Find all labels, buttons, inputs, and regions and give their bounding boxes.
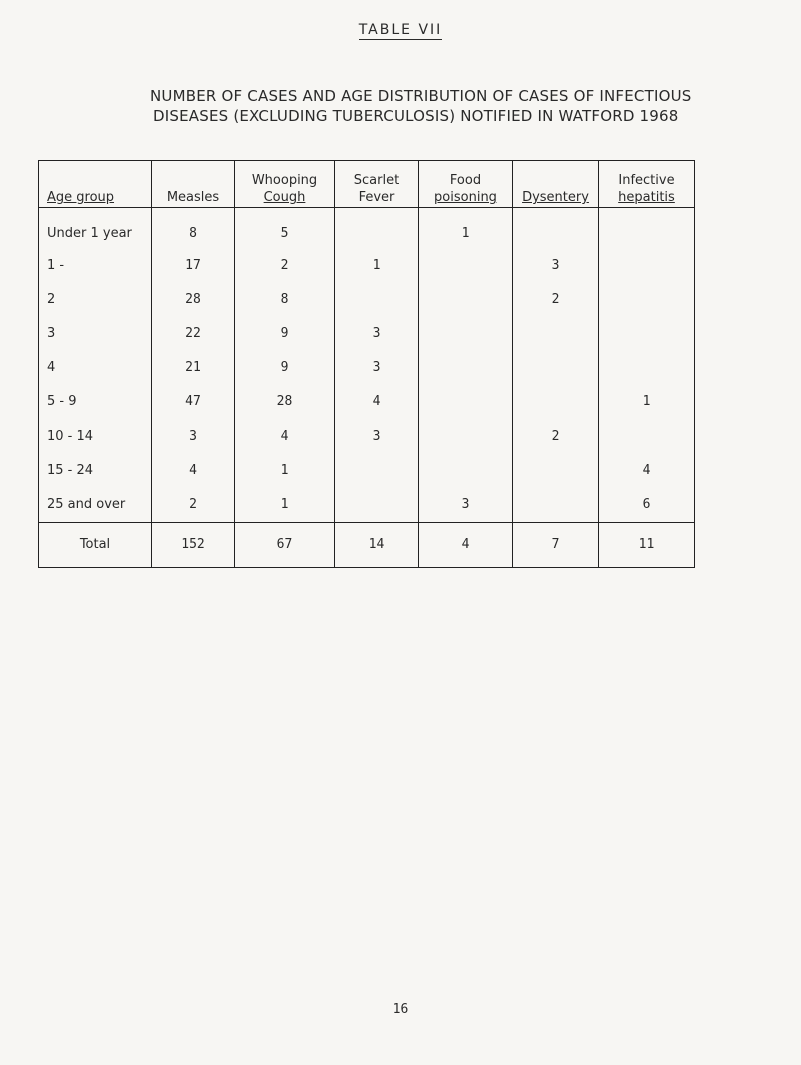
column-header — [419, 161, 513, 208]
table-row — [39, 419, 695, 453]
case-count-cell: 9 — [235, 351, 335, 385]
case-count-cell — [599, 248, 695, 282]
caption-line-2: DISEASES (EXCLUDING TUBERCULOSIS) NOTIFIED IN WATFORD 1968 — [153, 107, 679, 125]
case-count-cell — [513, 487, 599, 522]
column-header-line-2: Measles — [166, 190, 220, 205]
age-group-cell: 3 — [39, 316, 152, 350]
case-count-cell: 47 — [152, 385, 235, 419]
case-count-cell — [513, 385, 599, 419]
case-count-cell — [599, 351, 695, 385]
total-count-cell: 14 — [335, 522, 419, 567]
table-row — [39, 487, 695, 522]
case-count-cell: 3 — [335, 419, 419, 453]
age-group-cell: 10 - 14 — [39, 419, 152, 453]
case-count-cell — [419, 282, 513, 316]
table-row — [39, 385, 695, 419]
case-count-cell — [419, 351, 513, 385]
case-count-cell — [599, 419, 695, 453]
age-group-cell: Under 1 year — [39, 208, 152, 249]
case-count-cell: 17 — [152, 248, 235, 282]
case-count-cell — [513, 316, 599, 350]
case-count-cell: 8 — [235, 282, 335, 316]
column-header — [152, 161, 235, 208]
case-count-cell: 1 — [419, 208, 513, 249]
age-group-cell: 15 - 24 — [39, 453, 152, 487]
case-count-cell — [419, 316, 513, 350]
age-group-cell: 2 — [39, 282, 152, 316]
case-count-cell: 21 — [152, 351, 235, 385]
case-count-cell — [419, 453, 513, 487]
total-count-cell: 4 — [419, 522, 513, 567]
case-count-cell — [335, 453, 419, 487]
case-count-cell — [419, 419, 513, 453]
total-count-cell: 67 — [235, 522, 335, 567]
table-caption — [150, 86, 710, 126]
column-header — [335, 161, 419, 208]
case-count-cell: 9 — [235, 316, 335, 350]
case-count-cell: 22 — [152, 316, 235, 350]
column-header-line-2: Age group — [47, 190, 115, 205]
table-body — [39, 208, 695, 523]
total-label-cell: Total — [39, 522, 152, 567]
total-count-cell: 11 — [599, 522, 695, 567]
case-count-cell: 1 — [235, 453, 335, 487]
case-count-cell — [335, 487, 419, 522]
case-count-cell: 4 — [235, 419, 335, 453]
column-header — [235, 161, 335, 208]
case-count-cell — [599, 282, 695, 316]
case-count-cell: 8 — [152, 208, 235, 249]
column-header-line-1: Infective — [618, 173, 675, 188]
column-header-line-2: Dysentery — [522, 190, 589, 205]
column-header-line-2: Cough — [263, 190, 306, 205]
column-header-line-1 — [47, 172, 151, 189]
case-count-cell — [335, 208, 419, 249]
column-header-line-1 — [513, 172, 598, 189]
table-heading — [0, 22, 801, 38]
page-number: 16 — [392, 1002, 409, 1017]
column-header-line-2: poisoning — [434, 190, 497, 205]
table-row — [39, 453, 695, 487]
case-count-cell: 1 — [335, 248, 419, 282]
infectious-diseases-table — [38, 160, 695, 568]
case-count-cell: 4 — [335, 385, 419, 419]
column-header-line-1: Scarlet — [353, 173, 400, 188]
column-header-line-1: Food — [449, 173, 482, 188]
table-row — [39, 282, 695, 316]
total-row — [39, 522, 695, 567]
column-header — [39, 161, 152, 208]
total-count-cell: 7 — [513, 522, 599, 567]
case-count-cell: 5 — [235, 208, 335, 249]
case-count-cell — [599, 208, 695, 249]
caption-line-1: NUMBER OF CASES AND AGE DISTRIBUTION OF CASES OF INFECTIOUS — [150, 87, 692, 105]
table-heading-text: TABLE VII — [358, 22, 443, 38]
age-group-cell: 4 — [39, 351, 152, 385]
case-count-cell — [419, 248, 513, 282]
case-count-cell: 2 — [152, 487, 235, 522]
column-header-line-2: Fever — [358, 190, 395, 205]
case-count-cell: 2 — [513, 419, 599, 453]
column-header-line-1 — [152, 172, 234, 189]
case-count-cell: 28 — [235, 385, 335, 419]
header-row — [39, 161, 695, 208]
total-count-cell: 152 — [152, 522, 235, 567]
age-group-cell: 5 - 9 — [39, 385, 152, 419]
case-count-cell — [599, 316, 695, 350]
age-group-cell: 1 - — [39, 248, 152, 282]
case-count-cell — [513, 453, 599, 487]
case-count-cell: 4 — [152, 453, 235, 487]
case-count-cell: 3 — [335, 316, 419, 350]
table-row — [39, 208, 695, 249]
case-count-cell: 1 — [599, 385, 695, 419]
case-count-cell: 2 — [235, 248, 335, 282]
case-count-cell — [513, 351, 599, 385]
case-count-cell: 3 — [152, 419, 235, 453]
column-header — [599, 161, 695, 208]
case-count-cell: 6 — [599, 487, 695, 522]
case-count-cell: 4 — [599, 453, 695, 487]
table-row — [39, 351, 695, 385]
case-count-cell: 2 — [513, 282, 599, 316]
case-count-cell: 3 — [513, 248, 599, 282]
case-count-cell — [513, 208, 599, 249]
case-count-cell: 3 — [335, 351, 419, 385]
column-header-line-1: Whooping — [251, 173, 318, 188]
case-count-cell — [335, 282, 419, 316]
case-count-cell: 28 — [152, 282, 235, 316]
case-count-cell: 3 — [419, 487, 513, 522]
table-row — [39, 316, 695, 350]
column-header — [513, 161, 599, 208]
case-count-cell — [419, 385, 513, 419]
table-row — [39, 248, 695, 282]
age-group-cell: 25 and over — [39, 487, 152, 522]
case-count-cell: 1 — [235, 487, 335, 522]
column-header-line-2: hepatitis — [618, 190, 675, 205]
